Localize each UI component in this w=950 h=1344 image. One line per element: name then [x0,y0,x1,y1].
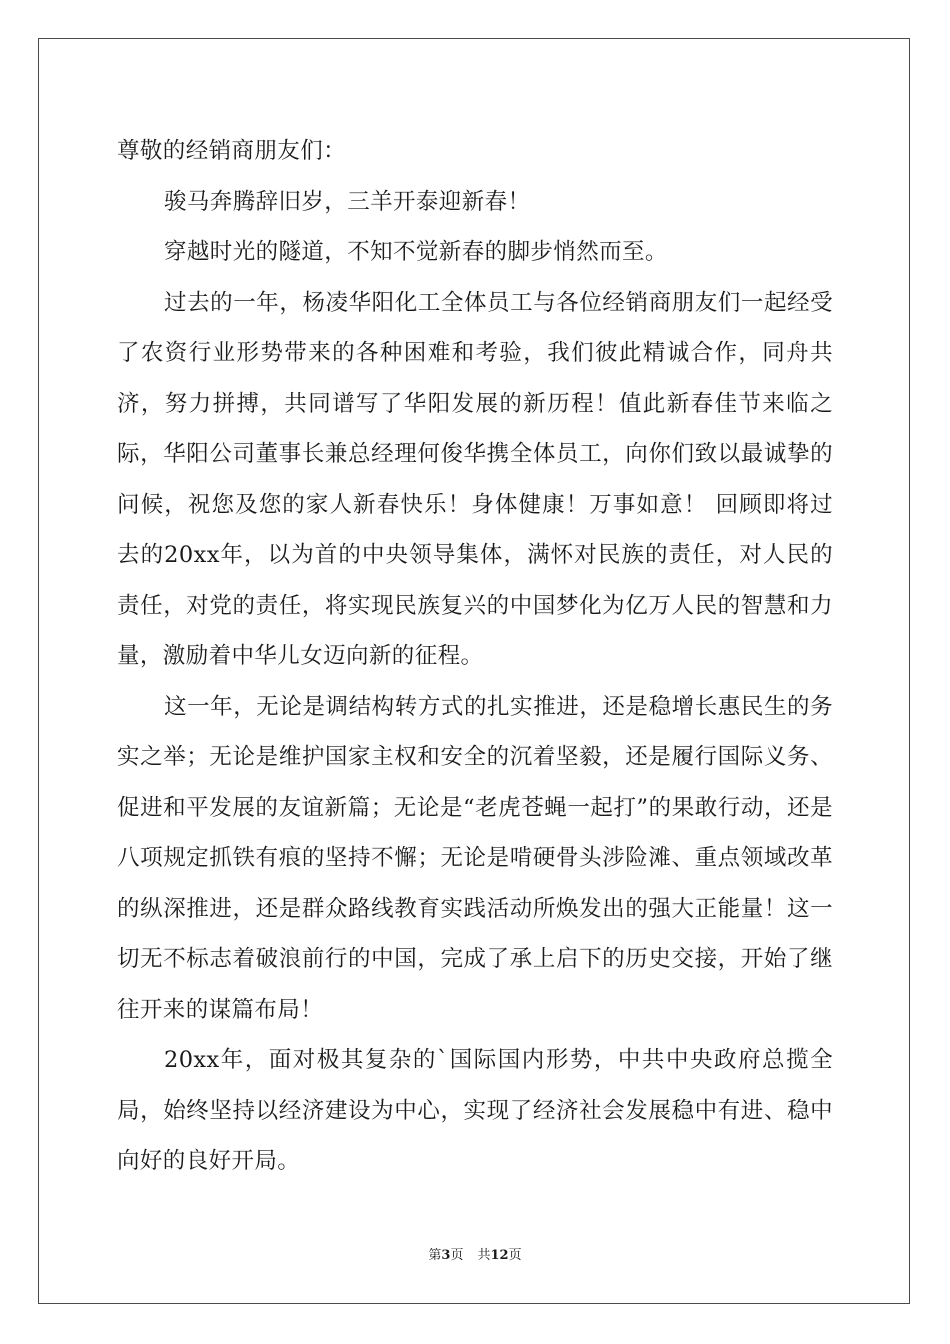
paragraph-5: 20xx年，面对极其复杂的`国际国内形势，中共中央政府总揽全局，始终坚持以经济建设为中心，实现了经济社会发展稳中有进、稳中向好的良好开局。 [117,1047,833,1174]
paragraph-4: 这一年，无论是调结构转方式的扎实推进，还是稳增长惠民生的务实之举；无论是维护国家主权和安全的沉着坚毅，还是履行国际义务、促进和平发展的友谊新篇；无论是“老虎苍蝇一起打”的果敢行动，还是八项规定抓铁有痕的坚持不懈；无论是啃硬骨头涉险滩、重点领域改革的纵深推进，还是群众路线教育实践活动所焕发出的强大正能量！这一切无不标志着破浪前行的中国，完成了承上启下的历史交接，开始了继往开来的谋篇布局！ [117,693,833,1023]
paragraph-1: 骏马奔腾辞旧岁，三羊开泰迎新春！ [164,188,531,215]
page-suffix: 页 [450,1248,464,1263]
page-footer [0,1247,950,1265]
page-prefix: 第 [428,1248,442,1263]
total-suffix: 页 [508,1248,522,1263]
page-number: 3 [441,1248,451,1263]
total-pages: 12 [490,1248,509,1263]
document-body [117,126,833,1187]
salutation: 尊敬的经销商朋友们： [117,138,347,164]
paragraph-3: 过去的一年，杨凌华阳化工全体员工与各位经销商朋友们一起经受了农资行业形势带来的各种困难和考验，我们彼此精诚合作，同舟共济，努力拼搏，共同谱写了华阳发展的新历程！值此新春佳节来临之际，华阳公司董事长兼总经理何俊华携全体员工，向你们致以最诚挚的问候，祝您及您的家人新春快乐！身体健康！万事如意！ 回顾即将过去的20xx年，以为首的中央领导集体，满怀对民族的责任，对人民的责任，对党的责任，将实现民族复兴的中国梦化为亿万人民的智慧和力量，激励着中华儿女迈向新的征程。 [117,289,833,669]
total-prefix: 共 [477,1248,491,1263]
paragraph-2: 穿越时光的隧道，不知不觉新春的脚步悄然而至。 [164,239,668,265]
